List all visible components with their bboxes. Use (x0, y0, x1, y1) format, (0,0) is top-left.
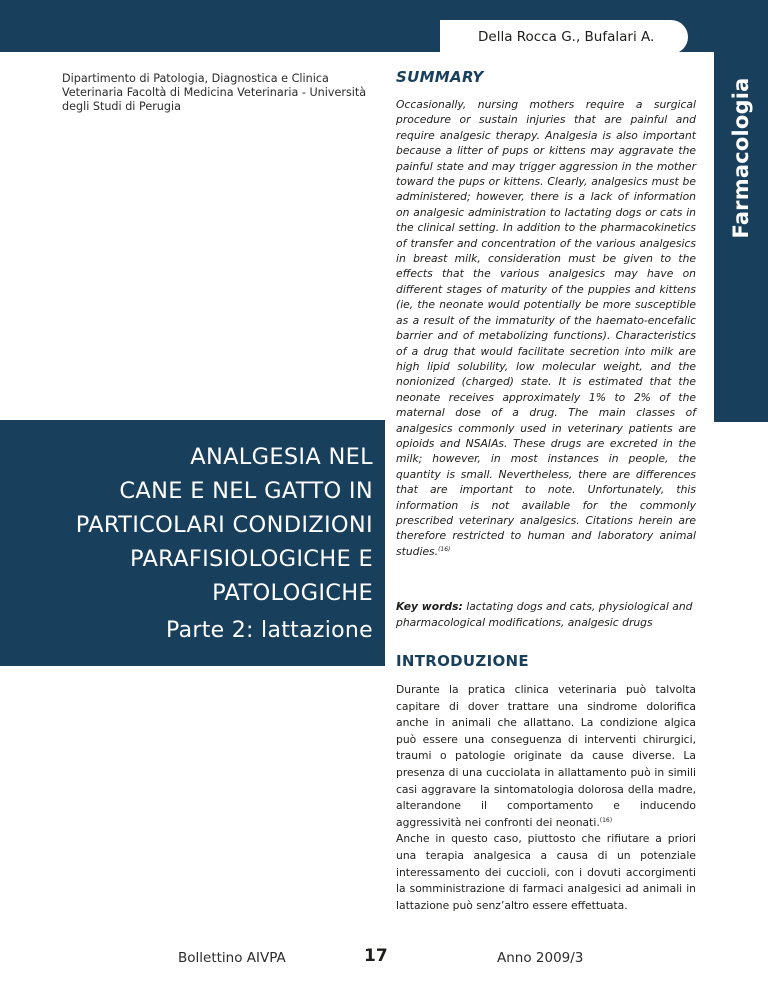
intro-heading: INTRODUZIONE (396, 652, 529, 670)
title-line: PARTICOLARI CONDIZIONI (75, 512, 373, 538)
intro-citation: (16) (599, 816, 613, 824)
intro-paragraph (396, 831, 696, 914)
intro-text (396, 682, 696, 914)
title-line: ANALGESIA NEL (190, 444, 373, 470)
intro-paragraph-2: Anche in questo caso, piuttosto che rifiutare a priori una terapia analgesica a causa di un potenziale interessamento dei cuccioli, con i dovuti accorgimenti la somministrazione di farmaci analgesici ad animali in lattazione può senz’altro essere effettuata. (396, 832, 696, 912)
title-line: PARAFISIOLOGICHE E (130, 546, 373, 572)
summary-text (396, 97, 696, 559)
keywords-label: Key words: (396, 600, 463, 613)
keywords (396, 599, 696, 630)
article-title (76, 440, 373, 648)
intro-paragraph (396, 682, 696, 831)
article-subtitle: Parte 2: lattazione (166, 618, 373, 643)
summary-citation: (16) (438, 545, 451, 553)
affiliation: Dipartimento di Patologia, Diagnostica e Clinica Veterinaria Facoltà di Medicina Veterinaria - Università degli Studi di Perugia (62, 72, 367, 114)
section-label: Farmacologia (729, 77, 753, 239)
title-line: PATOLOGICHE (212, 580, 373, 606)
summary-heading: SUMMARY (396, 68, 484, 86)
authors: Della Rocca G., Bufalari A. (478, 29, 655, 45)
keywords-text: lactating dogs and cats, physiological and pharmacological modifications, analgesic drugs (396, 600, 693, 629)
title-line: CANE E NEL GATTO IN (119, 478, 373, 504)
authors-tab (440, 20, 688, 54)
page-number: 17 (364, 946, 388, 966)
issue-year: Anno 2009/3 (497, 950, 584, 966)
summary-body: Occasionally, nursing mothers require a surgical procedure or sustain injuries that are painful and require analgesic therapy. Analgesia is also important because a litter of pups or kittens may aggravate the painful state and may trigger aggression in the mother toward the pups or kittens. Clearly, analgesics must be administered; however, there is a lack of information on analgesic administration to lactating dogs or cats in the clinical setting. In addition to the pharmacokinetics of transfer and concentration of the various analgesics in breast milk, consideration must be given to the effects that the various analgesics may have on different stages of maturity of the puppies and kittens (ie, the neonate would potentially be more susceptible as a result of the immaturity of the haemato-encefalic barrier and of metabolizing functions). Characteristics of a drug that would facilitate secretion into milk are high lipid solubility, low molecular weight, and the nonionized (charged) state. It is estimated that the neonate receives approximately 1% to 2% of the maternal dose of a drug. The main classes of analgesics commonly used in veterinary patients are opioids and NSAIAs. These drugs are excreted in the milk; however, in most instances in people, the quantity is small. Nevertheless, there are differences that are important to note. Unfortunately, this information is not available for the commonly prescribed veterinary analgesics. Citations herein are therefore restricted to human and laboratory animal studies. (396, 98, 696, 558)
intro-paragraph-1: Durante la pratica clinica veterinaria può talvolta capitare di dover trattare una sindrome dolorifica anche in animali che allattano. La condizione algica può essere una conseguenza di interventi chirurgici, traumi o patologie originate da cause diverse. La presenza di una cucciolata in allattamento può in simili casi aggravare la sintomatologia dolorosa della madre, alterandone il comportamento e inducendo aggressività nei confronti dei neonati. (396, 683, 696, 829)
journal-name: Bollettino AIVPA (178, 950, 286, 966)
title-box (0, 420, 385, 666)
